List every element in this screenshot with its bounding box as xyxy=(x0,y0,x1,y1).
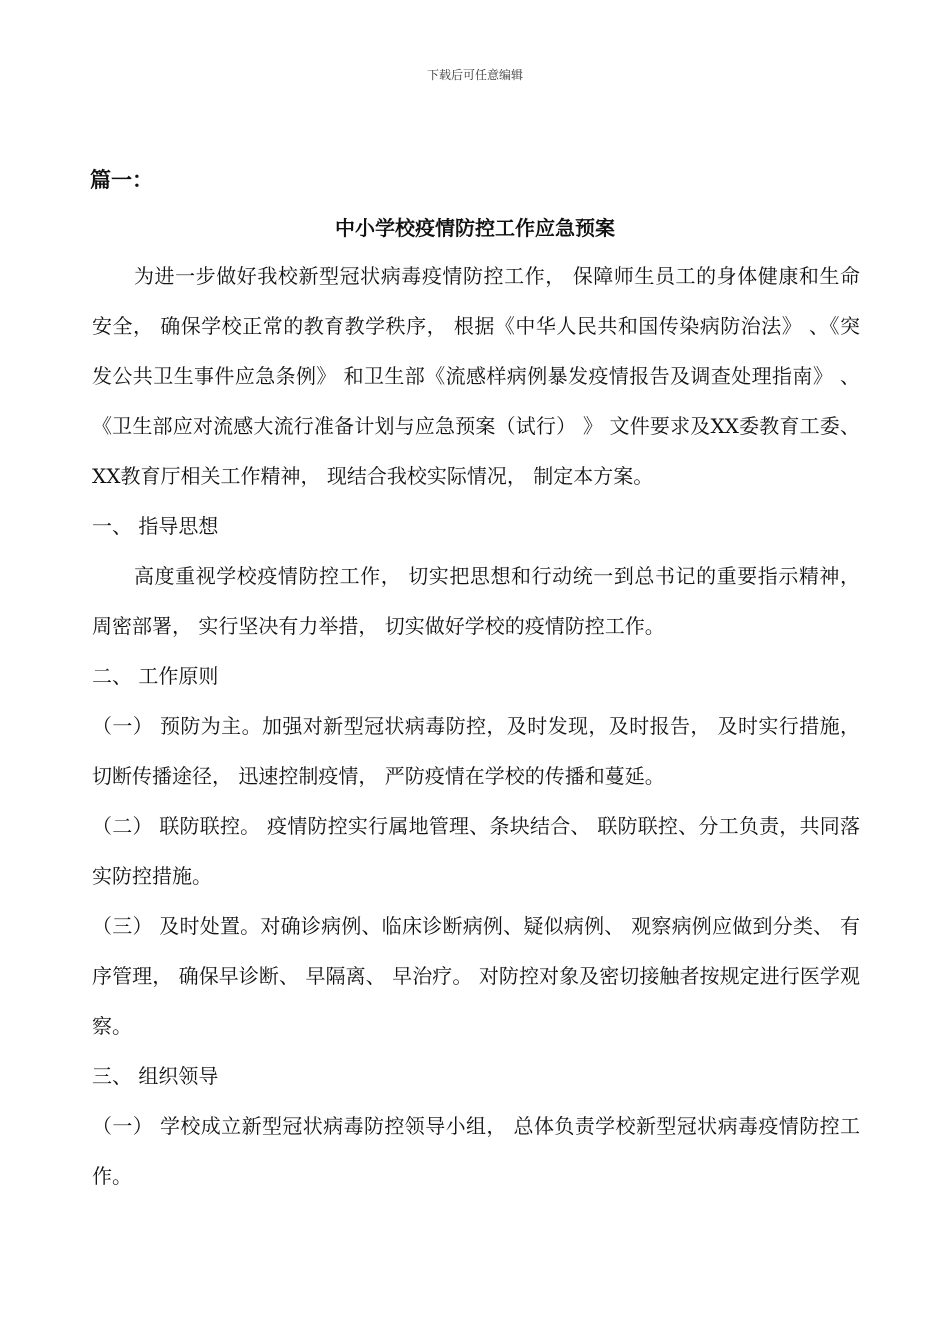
principle-timely-handling: （三） 及时处置。对确诊病例、临床诊断病例、疑似病例、 观察病例应做到分类、 有序管理， 确保早诊断、 早隔离、 早治疗。 对防控对象及密切接触者按规定进行医学观察。 xyxy=(92,914,860,1038)
page-header-note: 下载后可任意编辑 xyxy=(426,68,523,82)
section-label: 篇一： xyxy=(90,167,153,192)
principle-joint-control: （二） 联防联控。 疫情防控实行属地管理、条块结合、 联防联控、分工负责，共同落实防控措施。 xyxy=(92,814,860,888)
principle-prevention: （一） 预防为主。加强对新型冠状病毒防控，及时发现，及时报告， 及时实行措施，切断传播途径， 迅速控制疫情， 严防疫情在学校的传播和蔓延。 xyxy=(92,714,860,788)
heading-work-principles: 二、 工作原则 xyxy=(92,664,219,688)
heading-guiding-ideology: 一、 指导思想 xyxy=(92,514,219,538)
guiding-ideology-paragraph: 高度重视学校疫情防控工作， 切实把思想和行动统一到总书记的重要指示精神， 周密部署， 实行坚决有力举措， 切实做好学校的疫情防控工作。 xyxy=(92,564,860,638)
document-body xyxy=(92,251,860,1201)
intro-paragraph: 为进一步做好我校新型冠状病毒疫情防控工作， 保障师生员工的身体健康和生命安全， 确保学校正常的教育教学秩序， 根据《中华人民共和国传染病防治法》 、《突发公共卫生事件应急条例》 和卫生部《流感样病例暴发疫情报告及调查处理指南》 、 《卫生部应对流感大流行准备计划与应急预案（试行） 》 文件要求及XX委教育工委、 XX教育厅相关工作精神， 现结合我校实际情况， 制定本方案。 xyxy=(92,264,860,488)
organization-item-1: （一） 学校成立新型冠状病毒防控领导小组， 总体负责学校新型冠状病毒疫情防控工作。 xyxy=(92,1114,860,1188)
heading-organization: 三、 组织领导 xyxy=(92,1064,219,1088)
document-title: 中小学校疫情防控工作应急预案 xyxy=(335,216,615,240)
